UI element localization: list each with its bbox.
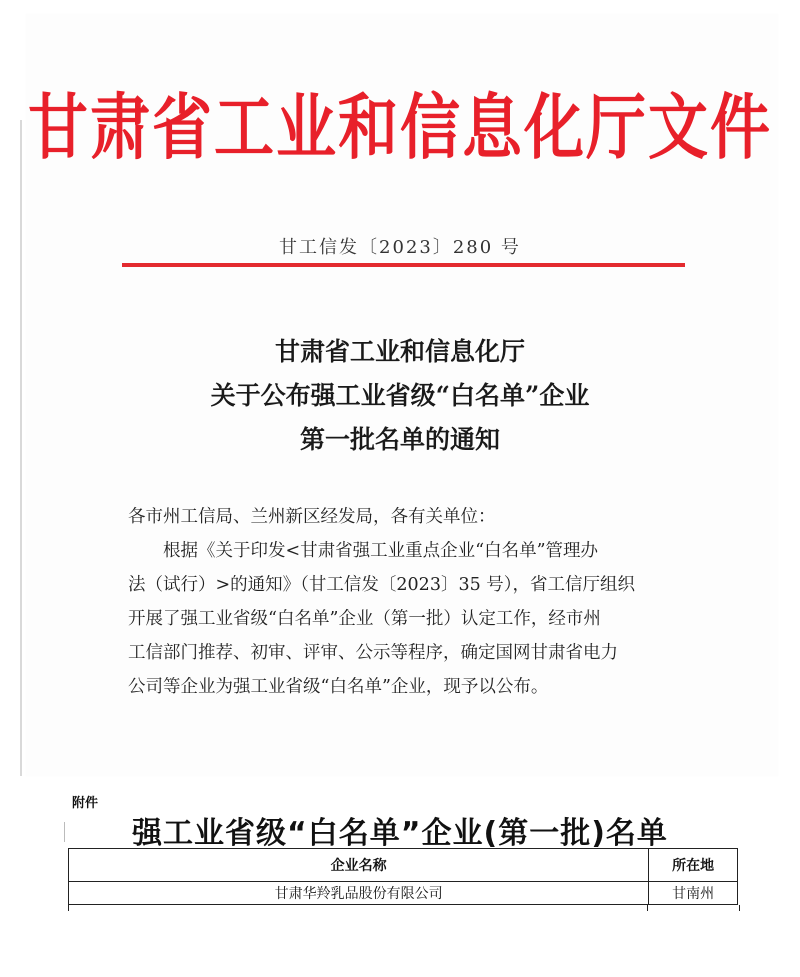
attachment-title: 强工业省级“白名单”企业(第一批)名单 — [132, 816, 668, 851]
column-header-enterprise-name: 企业名称 — [69, 849, 649, 882]
attachment-label: 附件 — [72, 796, 99, 811]
table-header-row — [69, 849, 738, 882]
enterprise-list-table — [68, 848, 738, 905]
body-line-4: 工信部门推荐、初审、评审、公示等程序，确定国网甘肃省电力 — [128, 643, 618, 663]
notice-title-line-3: 第一批名单的通知 — [299, 425, 500, 454]
table-row — [69, 882, 738, 905]
notice-body — [128, 500, 688, 704]
notice-title-line-2: 关于公布强工业省级“白名单”企业 — [210, 381, 590, 410]
body-line-3: 开展了强工业省级“白名单”企业（第一批）认定工作，经市州 — [128, 609, 601, 629]
document-number: 甘工信发〔2023〕280 号 — [279, 237, 521, 258]
issuer-header-title: 甘肃省工业和信息化厅文件 — [28, 87, 772, 170]
salutation: 各市州工信局、兰州新区经发局，各有关单位： — [128, 507, 496, 527]
body-line-2: 法（试行）>的通知》（甘工信发〔2023〕35 号），省工信厅组织 — [128, 575, 636, 595]
body-line-1: 根据《关于印发<甘肃省强工业重点企业“白名单”管理办 — [163, 541, 599, 561]
notice-title-line-1: 甘肃省工业和信息化厅 — [274, 337, 525, 366]
column-header-location: 所在地 — [649, 849, 738, 882]
table-cutoff-divider — [647, 905, 648, 911]
cell-enterprise-name: 甘肃华羚乳品股份有限公司 — [69, 882, 649, 905]
notice-title — [0, 330, 800, 462]
body-line-5: 公司等企业为强工业省级“白名单”企业，现予以公布。 — [128, 677, 549, 697]
table-cutoff-edge — [68, 905, 740, 911]
cell-location: 甘南州 — [649, 882, 738, 905]
red-divider-line — [122, 263, 685, 267]
